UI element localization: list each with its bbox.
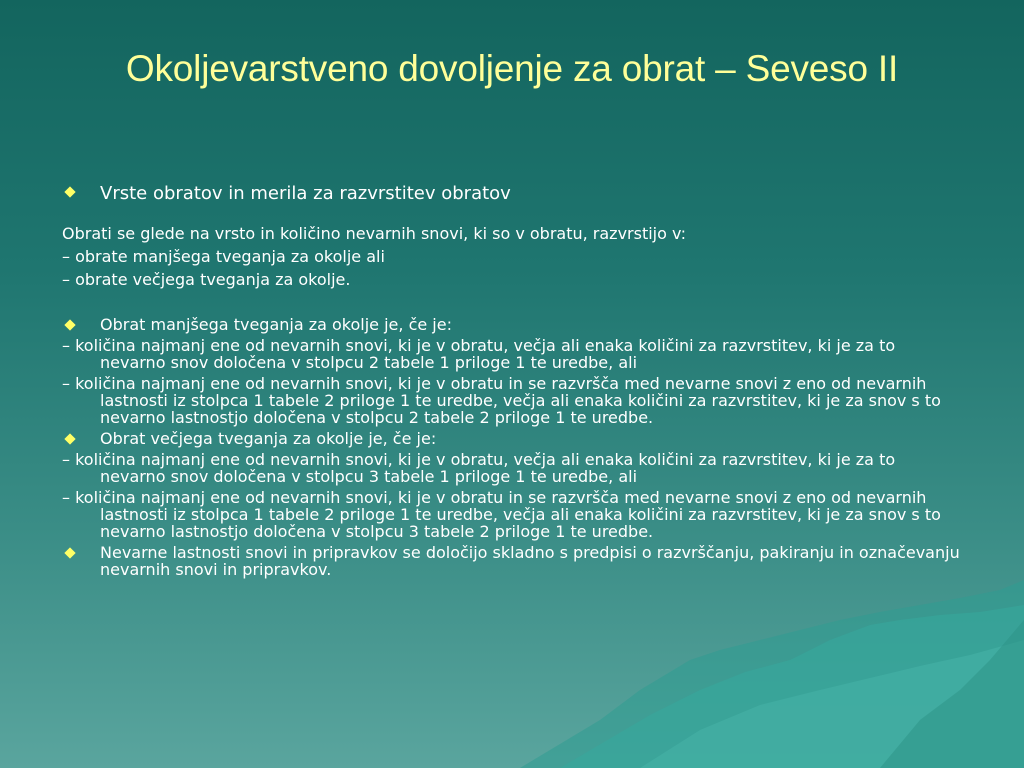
hanging-paragraph: – količina najmanj ene od nevarnih snovi, ki je v obratu, večja ali enaka količini za razvrstitev, ki je za to nevarno snov določena v stolpcu 3 tabele 1 priloge 1 te uredbe, ali	[62, 450, 896, 486]
hanging-paragraph: – količina najmanj ene od nevarnih snovi, ki je v obratu in se razvršča med nevarne snovi z eno od nevarnih lastnosti iz stolpca 1 tabele 2 priloge 1 te uredbe, večja ali enaka količini za razvrstitev, ki je za snov s to nevarno lastnostjo določena v stolpcu 2 tabele 2 priloge 1 te uredbe.	[62, 374, 941, 427]
diamond-bullet-icon	[64, 186, 75, 197]
bullet-item	[62, 430, 962, 447]
bullet-text: Obrat večjega tveganja za okolje je, če je:	[100, 429, 437, 448]
bullet-item	[62, 544, 962, 578]
slide-title: Okoljevarstveno dovoljenje za obrat – Seveso II	[125, 48, 899, 89]
paragraph: – obrate manjšega tveganja za okolje ali	[62, 247, 385, 266]
bullet-text: Obrat manjšega tveganja za okolje je, če je:	[100, 315, 452, 334]
hanging-paragraph: – količina najmanj ene od nevarnih snovi, ki je v obratu, večja ali enaka količini za razvrstitev, ki je za to nevarno snov določena v stolpcu 2 tabele 1 priloge 1 te uredbe, ali	[62, 336, 896, 372]
paragraph: – obrate večjega tveganja za okolje.	[62, 270, 351, 289]
bullet-text: Nevarne lastnosti snovi in pripravkov se določijo skladno s predpisi o razvrščanju, pakiranju in označevanju nevarnih snovi in pripravkov.	[100, 543, 960, 579]
bullet-item	[62, 316, 962, 333]
bullet-item	[62, 183, 962, 205]
slide-content	[62, 183, 962, 578]
diamond-bullet-icon	[64, 433, 75, 444]
diamond-bullet-icon	[64, 319, 75, 330]
paragraph: Obrati se glede na vrsto in količino nevarnih snovi, ki so v obratu, razvrstijo v:	[62, 224, 686, 243]
diamond-bullet-icon	[64, 547, 75, 558]
bullet-text: Vrste obratov in merila za razvrstitev obratov	[100, 183, 511, 204]
hanging-paragraph: – količina najmanj ene od nevarnih snovi, ki je v obratu in se razvršča med nevarne snovi z eno od nevarnih lastnosti iz stolpca 1 tabele 2 priloge 1 te uredbe, večja ali enaka količini za razvrstitev, ki je za snov s to nevarno lastnostjo določena v stolpcu 3 tabele 2 priloge 1 te uredbe.	[62, 488, 941, 541]
